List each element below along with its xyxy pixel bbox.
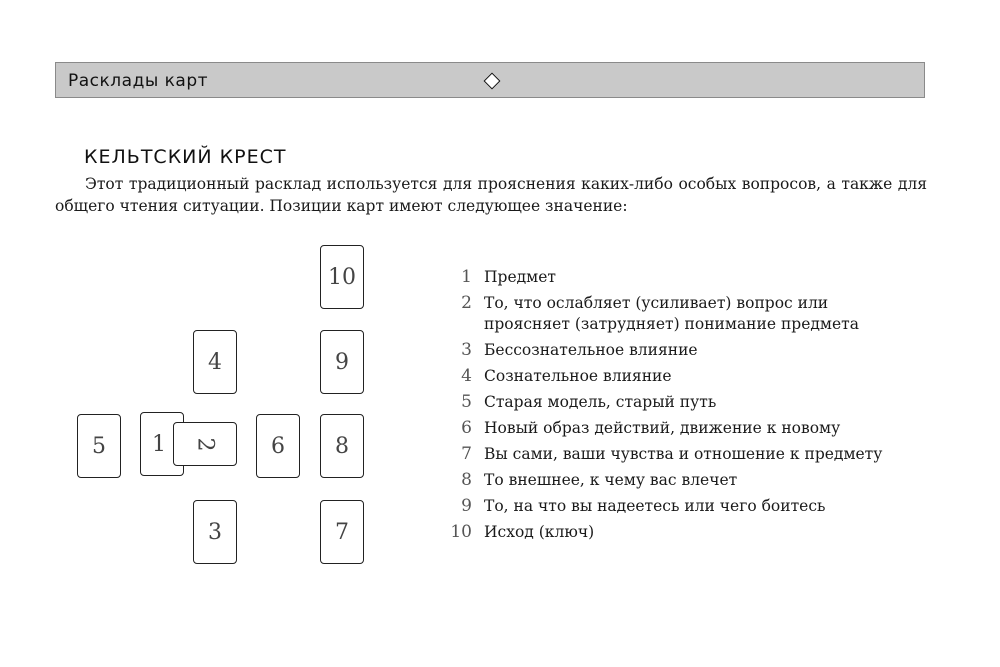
legend-number: 9 [461, 496, 472, 516]
diamond-icon [484, 73, 501, 90]
legend-item [438, 496, 918, 517]
legend-text: То, что ослабляет (усиливает) вопрос или проясняет (затрудняет) понимание предмета [484, 294, 859, 333]
card-7 [320, 500, 364, 564]
card-4 [193, 330, 237, 394]
card-number: 7 [335, 519, 349, 545]
card-2 [173, 422, 237, 466]
card-number: 5 [92, 433, 106, 459]
legend-text: То внешнее, к чему вас влечет [484, 471, 738, 489]
intro-paragraph: Этот традиционный расклад используется для прояснения каких-либо особых вопросов, а также для общего чтения ситуации. Позиции карт имеют следующее значение: [55, 175, 927, 215]
card-6 [256, 414, 300, 478]
legend-item [438, 470, 918, 491]
legend-text: Исход (ключ) [484, 523, 595, 541]
legend-text: Новый образ действий, движение к новому [484, 419, 841, 437]
card-9 [320, 330, 364, 394]
card-number: 10 [328, 264, 356, 290]
legend-text: Вы сами, ваши чувства и отношение к предмету [484, 445, 883, 463]
legend-number: 10 [450, 522, 472, 542]
legend-number: 6 [461, 418, 472, 438]
card-8 [320, 414, 364, 478]
legend-item [438, 418, 918, 439]
card-number: 6 [271, 433, 285, 459]
legend-text: Предмет [484, 268, 556, 286]
legend-item [438, 392, 918, 413]
legend-text: Старая модель, старый путь [484, 393, 717, 411]
legend-text: Бессознательное влияние [484, 341, 698, 359]
legend-number: 4 [461, 366, 472, 386]
card-5 [77, 414, 121, 478]
legend-item [438, 293, 918, 335]
legend-item [438, 340, 918, 361]
legend-item [438, 444, 918, 465]
legend-item [438, 267, 918, 288]
legend-number: 1 [461, 267, 472, 287]
card-number: 8 [335, 433, 349, 459]
positions-legend [438, 267, 918, 548]
card-number: 4 [208, 349, 222, 375]
legend-number: 8 [461, 470, 472, 490]
card-3 [193, 500, 237, 564]
legend-number: 3 [461, 340, 472, 360]
legend-number: 7 [461, 444, 472, 464]
header-bar [55, 62, 925, 98]
card-number: 2 [192, 437, 218, 451]
header-title: Расклады карт [68, 71, 209, 91]
card-number: 9 [335, 349, 349, 375]
card-number: 1 [152, 431, 166, 457]
section-title: КЕЛЬТСКИЙ КРЕСТ [84, 146, 287, 168]
legend-number: 5 [461, 392, 472, 412]
legend-text: Сознательное влияние [484, 367, 672, 385]
legend-item [438, 366, 918, 387]
legend-number: 2 [461, 293, 472, 313]
legend-text: То, на что вы надеетесь или чего боитесь [484, 497, 826, 515]
card-10 [320, 245, 364, 309]
card-number: 3 [208, 519, 222, 545]
legend-item [438, 522, 918, 543]
